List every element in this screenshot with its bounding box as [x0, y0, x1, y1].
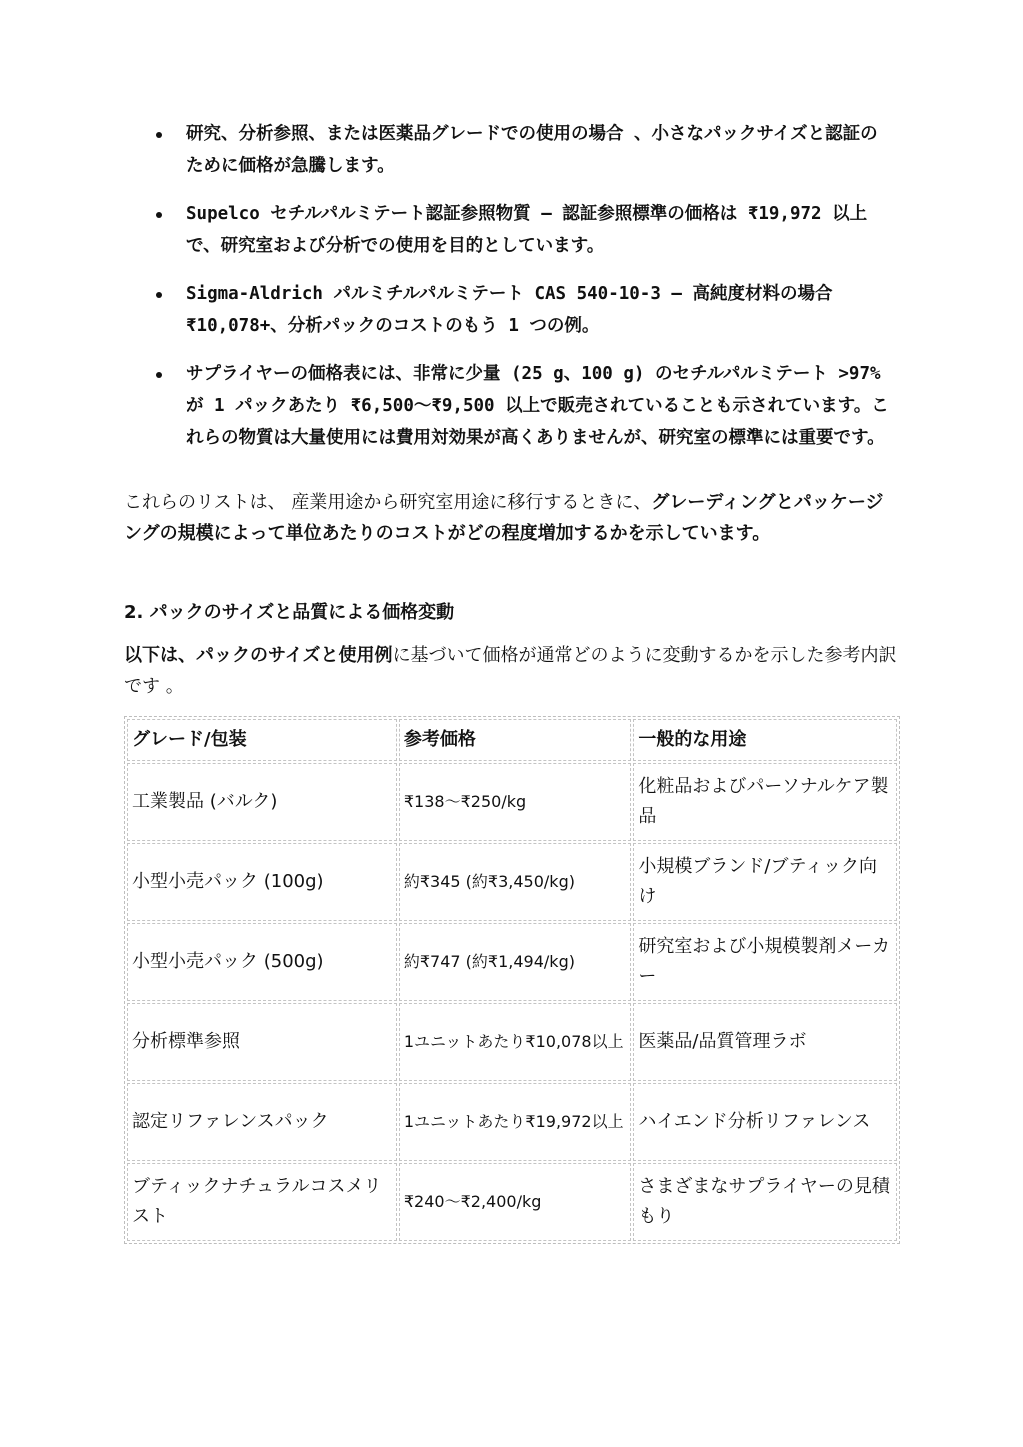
section-heading: 2. パックのサイズと品質による価格変動: [124, 602, 455, 623]
bullet-dot: [156, 292, 162, 298]
table-row: [127, 1163, 897, 1241]
bullet-dot: [156, 132, 162, 138]
cell-price: 約₹345 (約₹3,450/kg): [399, 843, 632, 921]
table-header-row: [127, 719, 897, 761]
bullet-text: サプライヤーの価格表には、非常に少量 (25 g、100 g) のセチルパルミテート >97% が 1 パックあたり ₹6,500～₹9,500 以上で販売されていることも示されています。これらの物質は大量使用には費用対効果が高くありませんが、研究室の標準には重要です。: [186, 364, 889, 448]
cell-grade: 小型小売パック (500g): [127, 923, 397, 1001]
cell-price: ₹240～₹2,400/kg: [399, 1163, 632, 1241]
cell-price: ₹138～₹250/kg: [399, 763, 632, 841]
cell-grade: ブティックナチュラルコスメリスト: [127, 1163, 397, 1241]
cell-price: 1ユニットあたり₹19,972以上: [399, 1083, 632, 1161]
bullet-text: Sigma-Aldrich パルミチルパルミテート CAS 540-10-3 – 高純度材料の場合 ₹10,078+、分析パックのコストのもう 1 つの例。: [186, 284, 833, 336]
price-table: [124, 716, 900, 1244]
bullet-text: 研究、分析参照、または医薬品グレードでの使用の場合 、小さなパックサイズと認証のために価格が急騰します。: [186, 124, 878, 176]
bullet-item: [150, 358, 895, 454]
header-grade: グレード/包装: [127, 719, 397, 761]
bullet-list: [150, 118, 895, 470]
bullet-dot: [156, 212, 162, 218]
bullet-item: [150, 118, 895, 182]
cell-usage: 化粧品およびパーソナルケア製品: [633, 763, 897, 841]
intro-bold-text: 以下は、パックのサイズと使用例: [124, 645, 393, 666]
cell-grade: 分析標準参照: [127, 1003, 397, 1081]
header-price: 参考価格: [399, 719, 632, 761]
bullet-dot: [156, 372, 162, 378]
cell-usage: 医薬品/品質管理ラボ: [633, 1003, 897, 1081]
cell-grade: 小型小売パック (100g): [127, 843, 397, 921]
table-row: [127, 1083, 897, 1161]
intro-paragraph: [124, 640, 899, 702]
table-row: [127, 923, 897, 1001]
cell-usage: さまざまなサプライヤーの見積もり: [633, 1163, 897, 1241]
cell-usage: 研究室および小規模製剤メーカー: [633, 923, 897, 1001]
table-row: [127, 843, 897, 921]
table-row: [127, 1003, 897, 1081]
cell-grade: 認定リファレンスパック: [127, 1083, 397, 1161]
cell-usage: ハイエンド分析リファレンス: [633, 1083, 897, 1161]
summary-bold-text: グレーディングとパッケージングの規模によって単位あたりのコストがどの程度増加するかを示しています。: [124, 492, 884, 544]
summary-paragraph: [124, 487, 899, 549]
header-usage: 一般的な用途: [633, 719, 897, 761]
bullet-item: [150, 278, 895, 342]
cell-price: 1ユニットあたり₹10,078以上: [399, 1003, 632, 1081]
cell-usage: 小規模ブランド/ブティック向け: [633, 843, 897, 921]
bullet-item: [150, 198, 895, 262]
cell-price: 約₹747 (約₹1,494/kg): [399, 923, 632, 1001]
cell-grade: 工業製品 (バルク): [127, 763, 397, 841]
intro-plain-text: に基づいて価格が通常どのように変動するかを示した参考内訳です 。: [124, 645, 897, 697]
bullet-text: Supelco セチルパルミテート認証参照物質 – 認証参照標準の価格は ₹19,972 以上で、研究室および分析での使用を目的としています。: [186, 204, 868, 256]
summary-plain-text: これらのリストは、 産業用途から研究室用途に移行するときに、: [124, 492, 652, 513]
table-row: [127, 763, 897, 841]
